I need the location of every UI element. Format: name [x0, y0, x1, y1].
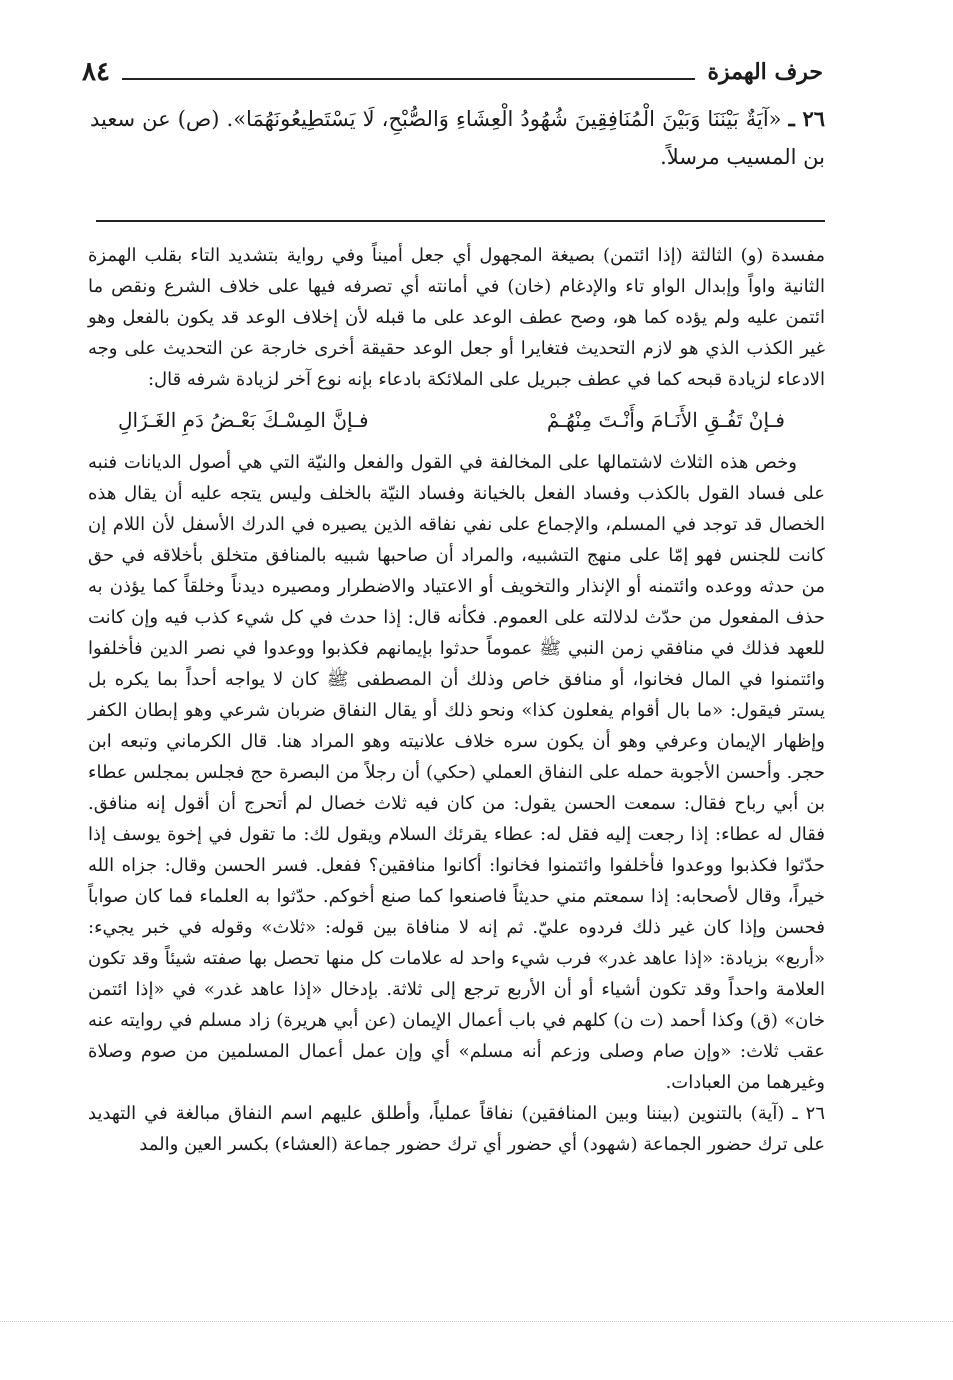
- hadith-body: «آيَةٌ بَيْنَنَا وَبَيْنَ الْمُنَافِقِينَ شُهُودُ الْعِشَاءِ وَالصُّبْحِ، لَا يَسْتَطِيعُونَهُمَا». (ص) عن سعيد بن المسيب مرسلاً.: [90, 107, 825, 169]
- page-number: ٨٤: [82, 57, 110, 87]
- verse-first-hemistich: فـإنْ تَفُـقِ الأَنَـامَ وأَنْـتَ مِنْهُـمْ: [546, 408, 785, 432]
- hadith-text: [90, 100, 825, 176]
- hadith-number: ٢٦ ـ: [788, 106, 825, 131]
- page-header: [82, 52, 823, 92]
- header-rule: [122, 78, 696, 80]
- verse-second-hemistich: فـإنَّ المِسْـكَ بَعْـضُ دَمِ الغَـزَالِ: [118, 408, 369, 432]
- commentary-intro: مفسدة (و) الثالثة (إذا ائتمن) بصيغة المجهول أي جعل أميناً وفي رواية بتشديد التاء بقلب الهمزة الثانية واواً وإبدال الواو تاء والإدغام (خان) في أمانته أي تصرفه فيها على خلاف الشرع ونقص ما ائتمن عليه ولم يؤده كما هو، وصح عطف الوعد على ما قبله لأن إخلاف الوعد قد يكون بالفعل وهو غير الكذب الذي هو لازم التحديث فتغايرا أو جعل الوعد حقيقة أخرى خارجة عن التحديث على وجه الادعاء لزيادة قبحه كما في عطف جبريل على الملائكة بادعاء بإنه نوع آخر لزيادة شرفه قال:: [88, 245, 825, 390]
- footnote-separator: [96, 220, 825, 222]
- poetry-verse: [88, 395, 825, 447]
- commentary-next-entry: ٢٦ ـ (آية) بالتنوين (بيننا وبين المنافقين) نفاقاً عملياً، وأطلق عليهم اسم النفاق مبالغة في التهديد على ترك حضور الجماعة (شهود) أي حضور أي ترك حضور جماعة (العشاء) بكسر العين والمد: [88, 1103, 825, 1155]
- running-title: حرف الهمزة: [707, 59, 823, 85]
- commentary: [88, 240, 825, 1160]
- commentary-body: وخص هذه الثلاث لاشتمالها على المخالفة في القول والفعل والنيّة التي هي أصول الديانات فنبه على فساد القول بالكذب وفساد الفعل بالخيانة وفساد النيّة بالخلف وليس يتجه عليه أن يقال هذه الخصال قد توجد في المسلم، والإجماع على نفي نفاقه الذين يصيره في الدرك الأسفل لأن اللام إن كانت للجنس فهو إمّا على منهج التشبيه، والمراد أن صاحبها شبيه بالمنافق متخلق بأخلاقه في حق من حدثه ووعده وائتمنه أو الإنذار والتخويف أو الاعتياد والاضطرار ومصيره ديدناً وخلقاً كما يؤذن به حذف المفعول من حدّث لدلالته على العموم. فكأنه قال: إذا حدث في كل شيء كذب فيه وإن كانت للعهد فذلك في منافقي زمن النبي ﷺ عموماً حدثوا بإيمانهم فكذبوا ووعدوا في نصر الدين فأخلفوا وائتمنوا في المال فخانوا، أو منافق خاص وذلك أن المصطفى ﷺ كان لا يواجه أحداً بما يكره بل يستر فيقول: «ما بال أقوام يفعلون كذا» ونحو ذلك أو يقال النفاق ضربان شرعي وهو إبطان الكفر وإظهار الإيمان وعرفي وهو أن يكون سره خلاف علانيته وهو المراد هنا. قال الكرماني وتبعه ابن حجر. وأحسن الأجوبة حمله على النفاق العملي (حكي) أن رجلاً من البصرة حج فجلس بمجلس عطاء بن أبي رباح فقال: سمعت الحسن يقول: من كان فيه ثلاث خصال لم أتحرج أن أقول إنه منافق. فقال له عطاء: إذا رجعت إليه فقل له: عطاء يقرئك السلام ويقول لك: ما تقول في إخوة يوسف إذا حدّثوا فكذبوا ووعدوا فأخلفوا وائتمنوا فخانوا: أكانوا منافقين؟ ففعل. فسر الحسن وقال: جزاه الله خيراً، وقال لأصحابه: إذا سمعتم مني حديثاً فاصنعوا كما صنع أخوكم. حدّثوا به العلماء فما كان صواباً فحسن وإذا كان غير ذلك فردوه عليّ. ثم إنه لا منافاة بين قوله: «ثلاث» وقوله في خبر يجيء: «أربع» بزيادة: «إذا عاهد غدر» فرب شيء واحد له علامات كل منها تحصل بها صفته شيئاً وقد تكون العلامة واحداً وقد تكون أشياء أو أن الأربع ترجع إلى ثلاثة. بإدخال «إذا عاهد غدر» في «إذا ائتمن خان» (ق) وكذا أحمد (ت ن) كلهم في باب أعمال الإيمان (عن أبي هريرة) زاد مسلم في روايته عنه عقب ثلاث: «وإن صام وصلى وزعم أنه مسلم» أي وإن عمل أعمال المسلمين من صوم وصلاة وغيرهما من العبادات.: [88, 452, 825, 1093]
- page-edge: [0, 1321, 953, 1332]
